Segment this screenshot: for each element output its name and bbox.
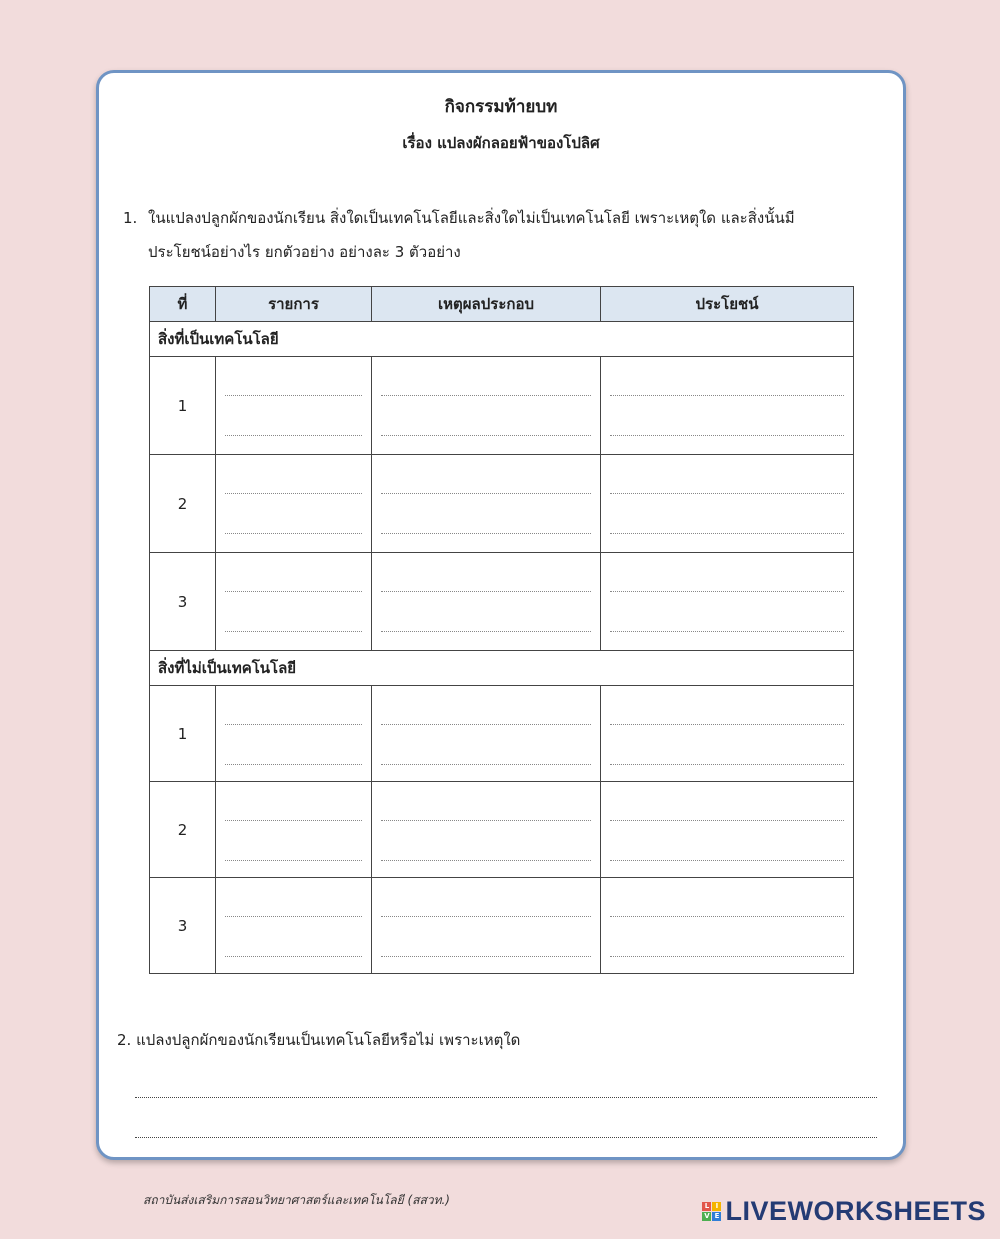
answer-reason-field[interactable] bbox=[372, 455, 601, 553]
answer-item-field[interactable] bbox=[216, 553, 372, 651]
worksheet-title: กิจกรรมท้ายบท bbox=[444, 97, 558, 117]
answer-benefit-field[interactable] bbox=[601, 357, 854, 455]
worksheet-card bbox=[96, 70, 906, 1160]
answer-item-field[interactable] bbox=[216, 878, 372, 974]
question-1-line-2: ประโยชน์อย่างไร ยกตัวอย่าง อย่างละ 3 ตัวอย่าง bbox=[148, 243, 461, 261]
answer-reason-field[interactable] bbox=[372, 357, 601, 455]
answer-item-field[interactable] bbox=[216, 686, 372, 782]
row-number: 2 bbox=[150, 782, 216, 878]
answer-item-field[interactable] bbox=[216, 357, 372, 455]
question-2-answer-line-2[interactable] bbox=[135, 1137, 877, 1138]
section-row-technology bbox=[150, 322, 854, 357]
section-non-technology: สิ่งที่ไม่เป็นเทคโนโลยี bbox=[150, 651, 854, 686]
question-1-number: 1. bbox=[123, 209, 138, 227]
answer-reason-field[interactable] bbox=[372, 782, 601, 878]
question-1-line-1: ในแปลงปลูกผักของนักเรียน สิ่งใดเป็นเทคโนโลยีและสิ่งใดไม่เป็นเทคโนโลยี เพราะเหตุใด และสิ่งนั้นมี bbox=[148, 209, 795, 227]
logo-letter-l: L bbox=[702, 1202, 711, 1211]
publisher-credit: สถาบันส่งเสริมการสอนวิทยาศาสตร์และเทคโนโลยี (สสวท.) bbox=[143, 1193, 450, 1207]
row-number: 3 bbox=[150, 553, 216, 651]
activity-table bbox=[149, 286, 854, 974]
header-benefit: ประโยชน์ bbox=[601, 287, 854, 322]
table-row bbox=[150, 357, 854, 455]
answer-reason-field[interactable] bbox=[372, 878, 601, 974]
question-2: 2. แปลงปลูกผักของนักเรียนเป็นเทคโนโลยีหรือไม่ เพราะเหตุใด bbox=[117, 1031, 521, 1049]
answer-item-field[interactable] bbox=[216, 782, 372, 878]
question-2-answer-line-1[interactable] bbox=[135, 1097, 877, 1098]
live-blocks-icon bbox=[702, 1202, 721, 1221]
table-row bbox=[150, 686, 854, 782]
table-row bbox=[150, 878, 854, 974]
header-number: ที่ bbox=[150, 287, 216, 322]
logo-letter-i: I bbox=[712, 1202, 721, 1211]
answer-reason-field[interactable] bbox=[372, 553, 601, 651]
answer-benefit-field[interactable] bbox=[601, 553, 854, 651]
answer-benefit-field[interactable] bbox=[601, 878, 854, 974]
table-header-row bbox=[150, 287, 854, 322]
header-item: รายการ bbox=[216, 287, 372, 322]
table-row bbox=[150, 553, 854, 651]
row-number: 3 bbox=[150, 878, 216, 974]
table-row bbox=[150, 782, 854, 878]
header-reason: เหตุผลประกอบ bbox=[372, 287, 601, 322]
liveworksheets-logo bbox=[702, 1196, 986, 1227]
row-number: 2 bbox=[150, 455, 216, 553]
row-number: 1 bbox=[150, 357, 216, 455]
logo-letter-v: V bbox=[704, 1212, 710, 1220]
brand-name: LIVEWORKSHEETS bbox=[725, 1196, 986, 1226]
answer-item-field[interactable] bbox=[216, 455, 372, 553]
section-technology: สิ่งที่เป็นเทคโนโลยี bbox=[150, 322, 854, 357]
section-row-non-technology bbox=[150, 651, 854, 686]
row-number: 1 bbox=[150, 686, 216, 782]
worksheet-subtitle: เรื่อง แปลงผักลอยฟ้าของโปลิศ bbox=[402, 134, 600, 152]
table-row bbox=[150, 455, 854, 553]
answer-reason-field[interactable] bbox=[372, 686, 601, 782]
answer-benefit-field[interactable] bbox=[601, 782, 854, 878]
logo-letter-e: E bbox=[712, 1212, 721, 1221]
answer-benefit-field[interactable] bbox=[601, 455, 854, 553]
answer-benefit-field[interactable] bbox=[601, 686, 854, 782]
